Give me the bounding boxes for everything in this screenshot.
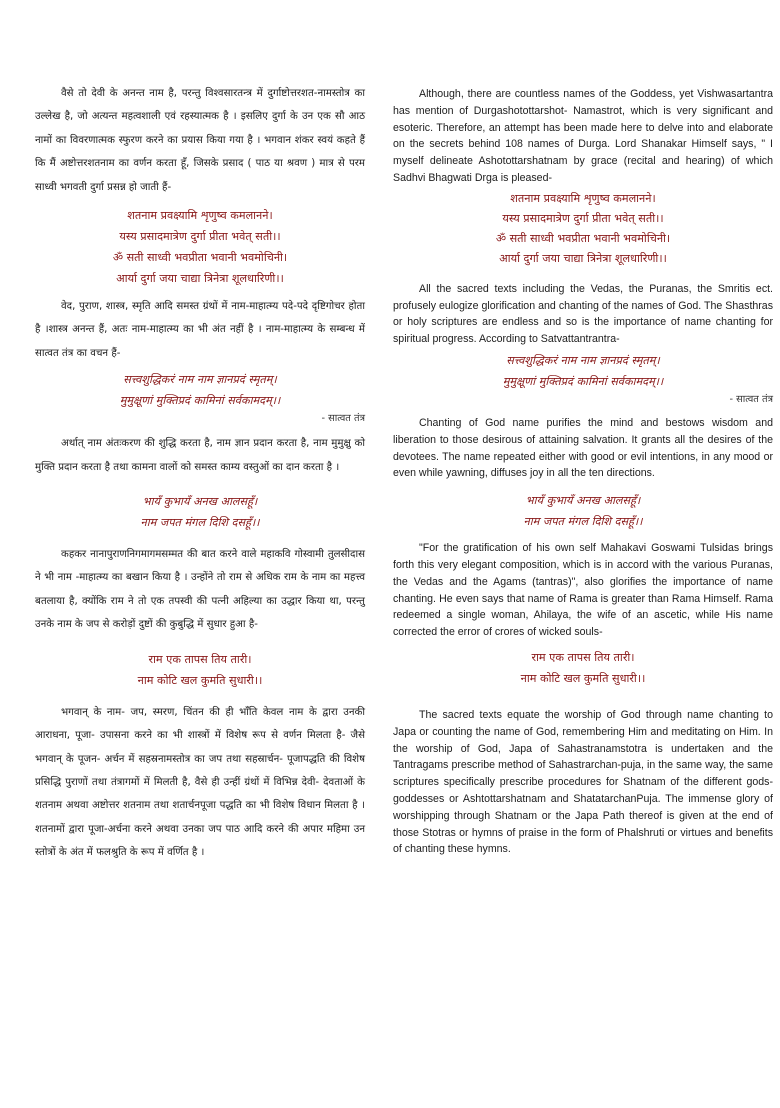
- verse-ram-en: [393, 647, 773, 689]
- english-paragraph-1: Although, there are countless names of the Goddess, yet Vishwasartantra has mention of Durgashotottarshot- Namastrot, which is very significant and esoteric. Therefore, an attempt has been made here to delve into and elaborate on the secrets behind 108 names of Durga. Lord Shanakar Himself says, " I myself delineate Ashotottarshatnam by grace (recital and hearing) of which Sadhvi Bhagwati Drga is pleased-: [393, 88, 773, 184]
- verse-line: नाम जपत मंगल दिशि दसहूँ।।: [523, 515, 643, 529]
- verse-line: यस्य प्रसादमात्रेण दुर्गा प्रीता भवेत् सती।।: [119, 230, 281, 244]
- verse-line: मुमुक्षूणां मुक्तिप्रदं कामिनां सर्वकामदम्।।: [502, 374, 664, 388]
- verse-satvat: [35, 369, 365, 411]
- verse-line: यस्य प्रसादमात्रेण दुर्गा प्रीता भवेत् सती।।: [502, 211, 664, 225]
- verse-line: मुमुक्षूणां मुक्तिप्रदं कामिनां सर्वकामदम्।।: [119, 394, 281, 408]
- english-paragraph-5: The sacred texts equate the worship of God through name chanting to Japa or counting the name of God, remembering Him and meditating on Him. In the worship of God, Japa of Sahastranamstotra is undertaken and the Tantragams prescribe method of Sahastrarchan-puja, in the same way, the same scriptures specifically prescribe procedures for Shatnam of the different gods-goddesses or Ashtottarshatnam and ShatatarchanPuja. The immense glory of worshipping through Shatnam or the Japa Path thereof is given at the end of those Stotras or hymns of praise in the form of Phalshruti or virtues and benefits of chanting these hymns.: [393, 708, 773, 856]
- verse-line: नाम कोटि खल कुमति सुधारी।।: [520, 671, 646, 685]
- verse-line: ॐ सती साध्वी भवप्रीता भवानी भवमोचिनी।: [495, 231, 671, 245]
- verse-source: - सात्वत तंत्र: [321, 413, 365, 425]
- verse-line: नाम जपत मंगल दिशि दसहूँ।।: [140, 516, 260, 530]
- verse-ram: [35, 649, 365, 691]
- verse-line: आर्या दुर्गा जया चाद्या त्रिनेत्रा शूलधारिणी।।: [116, 272, 284, 286]
- verse-line: राम एक तापस तिय तारी।: [148, 652, 252, 666]
- hindi-paragraph-2: वेद, पुराण, शास्त्र, स्मृति आदि समस्त ग्रंथों में नाम-माहात्म्य पदे-पदे दृष्टिगोचर होता है ।शास्त्र अनन्त हैं, अतः नाम-माहात्म्य का भी अंत नहीं है । नाम-माहात्म्य के सम्बन्ध में सात्वत तंत्र का वचन हैं-: [35, 301, 366, 359]
- verse-line: आर्या दुर्गा जया चाद्या त्रिनेत्रा शूलधारिणी।।: [499, 251, 667, 265]
- hindi-paragraph-4: कहकर नानापुराणनिगमागमसम्मत की बात करने वाले महाकवि गोस्वामी तुलसीदास ने भी नाम -माहात्म्य का बखान किया है । उन्होंने तो राम से अधिक राम के नाम का महत्त्व बतलाया है, क्योंकि राम ने तो एक तपस्वी की पत्नी अहिल्या का उद्धार किया था, परन्तु उनके नाम के जप से करोड़ों दुष्टों की कुबुद्धि में सुधार हुआ है-: [35, 549, 365, 631]
- verse-line: राम एक तापस तिय तारी।: [531, 650, 635, 664]
- english-column: [393, 86, 773, 858]
- verse-line: भायँ कुभायँ अनख आलसहूँ।: [525, 494, 641, 508]
- verse-line: ॐ सती साध्वी भवप्रीता भवानी भवमोचिनी।: [112, 251, 288, 265]
- hindi-paragraph-5: भगवान् के नाम- जप, स्मरण, चिंतन की ही भाँति केवल नाम के द्वारा उनकी आराधना, पूजा- उपासना करने का भी शास्त्रों में विशेष रूप से वर्णन मिलता है- जैसे भगवान् के पूजन- अर्चन में सहस्रनामस्तोत्र का जप तथा सहस्रार्चन- पूजापद्धति की विशेष प्रसिद्धि पुराणों तथा तंत्रागमों में मिलती है, वैसे ही उन्हीं ग्रंथों में विभिन्न देवी- देवताओं के शतनाम अथवा अष्टोत्तर शतनाम तथा शतार्चनपूजा पद्धति का भी विशेष विधान मिलता है । शतनामों द्वारा पूजा-अर्चना करने अथवा उनका जप पाठ आदि करने की अपार महिमा उन स्तोत्रों के अंत में फलश्रुति के रूप में वर्णित है ।: [35, 706, 365, 859]
- verse-satvat-en: [393, 350, 773, 392]
- verse-line: शतनाम प्रवक्ष्यामि शृणुष्व कमलानने।: [127, 209, 273, 223]
- verse-bhaay-en: [393, 490, 773, 532]
- verse-shatnam-en: [393, 189, 773, 269]
- verse-line: भायँ कुभायँ अनख आलसहूँ।: [142, 495, 258, 509]
- verse-line: शतनाम प्रवक्ष्यामि शृणुष्व कमलानने।: [510, 191, 656, 205]
- verse-source: - सात्वत तंत्र: [729, 393, 773, 405]
- verse-line: नाम कोटि खल कुमति सुधारी।।: [137, 673, 263, 687]
- english-paragraph-4: "For the gratification of his own self Mahakavi Goswami Tulsidas brings forth this very elegant composition, which is in accord with the various Puranas, the Vedas and the Agams (tantras)", also glorifies the importance of name chanting. He even says that name of Rama is greater than Rama Himself. Rama redeemed a single woman, Ahilaya, the wife of an ascetic, while His name corrected the error of crores of wicked souls-: [393, 542, 773, 639]
- english-paragraph-3: Chanting of God name purifies the mind and bestows wisdom and liberation to those desirous of attaining salvation. It grants all the desires of the devotees. The name repeated either with good or evil intentions, in any mood or even while yawning, diffuses joy in all the ten directions.: [393, 416, 773, 480]
- verse-line: सत्त्वशुद्धिकरं नाम नाम ज्ञानप्रदं स्मृतम्।: [123, 373, 277, 387]
- english-paragraph-2: All the sacred texts including the Vedas, the Puranas, the Smritis ect. profusely eulogize glorification and chanting of the names of God. The Shasthras or holy scriptures are endless and so is the importance of name chanting for spiritual progress. According to Satvattantrantra-: [393, 282, 773, 346]
- verse-shatnam: [35, 205, 365, 289]
- hindi-column: [35, 82, 365, 865]
- verse-line: सत्त्वशुद्धिकरं नाम नाम ज्ञानप्रदं स्मृतम्।: [506, 353, 660, 367]
- verse-bhaay: [35, 491, 365, 533]
- hindi-paragraph-3: अर्थात् नाम अंतःकरण की शुद्धि करता है, नाम ज्ञान प्रदान करता है, नाम मुमुक्षु को मुक्ति प्रदान करता है तथा कामना वालों को समस्त काम्य वस्तुओं का दान करता है ।: [35, 438, 365, 473]
- hindi-paragraph-1: वैसे तो देवी के अनन्त नाम है, परन्तु विश्वसारतन्त्र में दुर्गाष्टोत्तरशत-नामस्तोत्र का उल्लेख है, जो अत्यन्त महत्वशाली एवं रहस्यात्मक है । इसलिए दुर्गा के उन एक सौ आठ नामों का विवरणात्मक स्फुरण करने का प्रयास किया गया है । भगवान शंकर स्वयं कहते हैं कि मैं अष्टोत्तरशतनाम का वर्णन करता हूँ, जिसके प्रसाद ( पाठ या श्रवण ) मात्र से परम साध्वी भगवती दुर्गा प्रसन्न हो जाती हैं-: [35, 88, 365, 193]
